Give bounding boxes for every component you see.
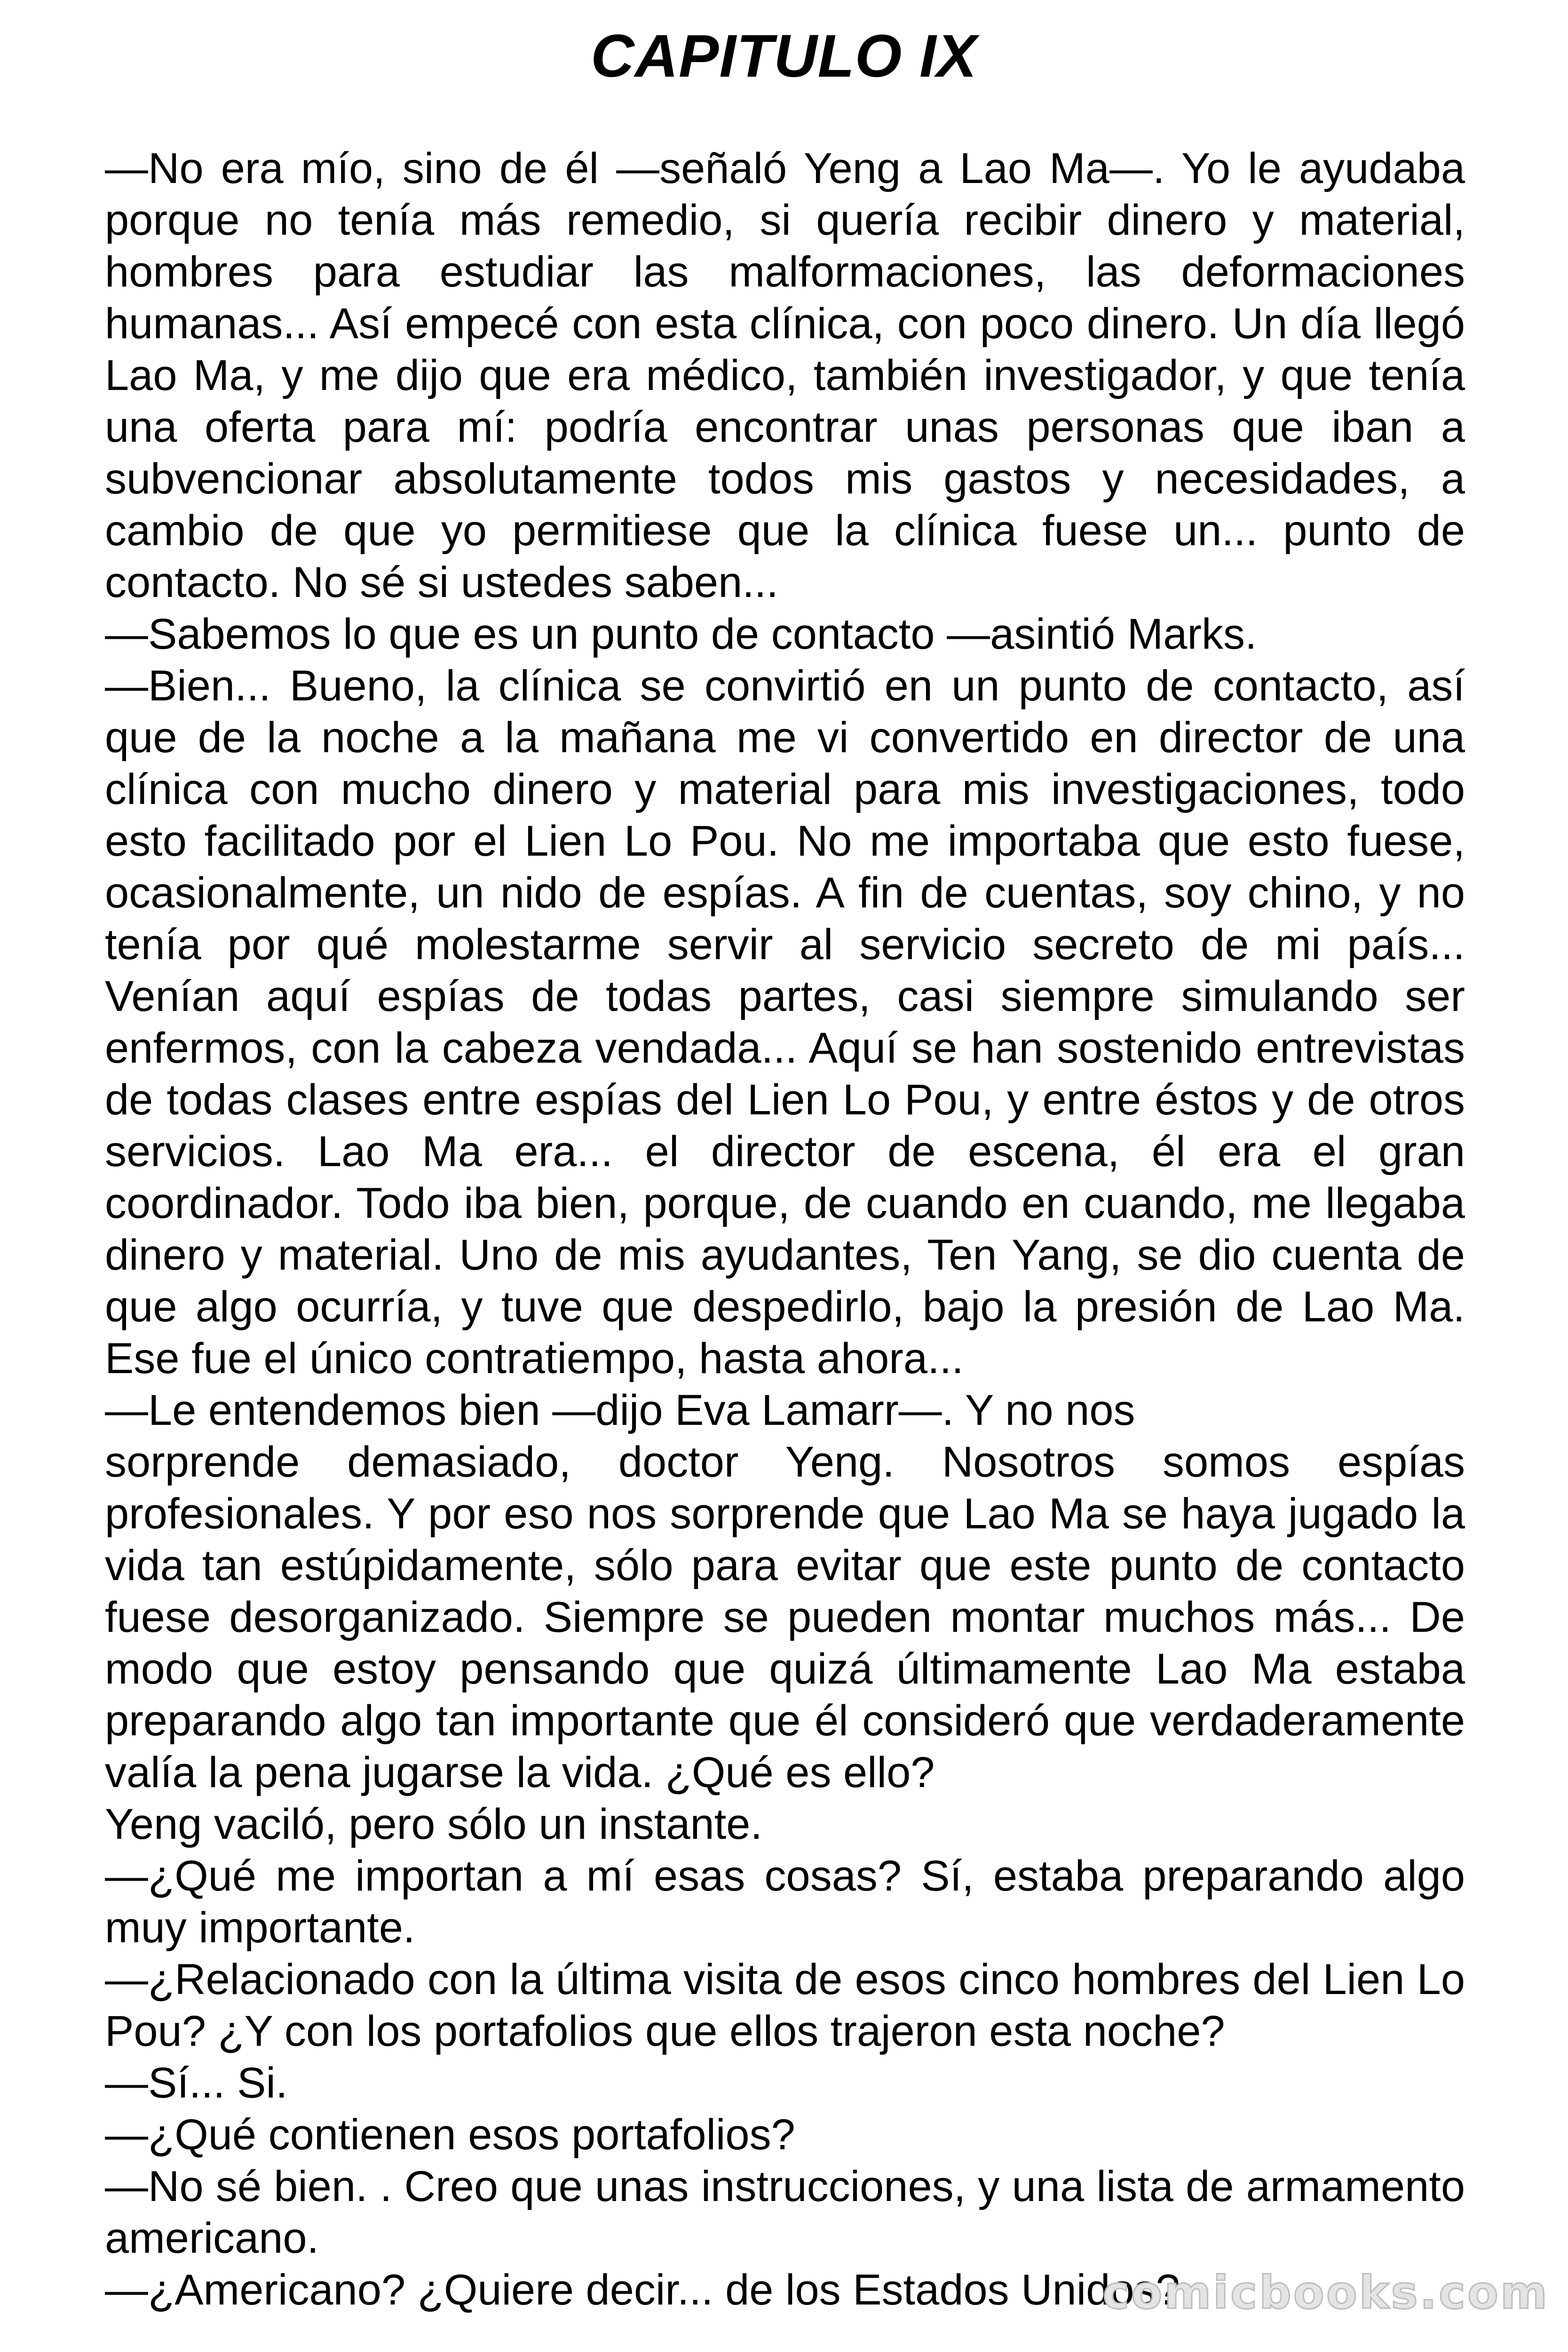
paragraph: Yeng vaciló, pero sólo un instante. — [105, 1800, 763, 1848]
paragraph: sorprende demasiado, doctor Yeng. Nosotros somos espías profesionales. Y por eso nos sorprende que Lao Ma se haya jugado la vida tan estúpidamente, sólo para evitar que este punto de contacto fuese desorganizado. Siempre se pueden montar muchos más... De modo que estoy pensando que quizá últimamente Lao Ma estaba preparando algo tan importante que él consideró que verdaderamente valía la pena jugarse la vida. ¿Qué es ello? — [105, 1438, 1465, 1796]
paragraph: —Sabemos lo que es un punto de contacto —asintió Marks. — [105, 610, 1257, 658]
chapter-title: CAPITULO IX — [591, 23, 977, 90]
paragraph: —Le entendemos bien —dijo Eva Lamarr—. Y no nos — [105, 1386, 1135, 1434]
paragraph: —¿Americano? ¿Quiere decir... de los Estados Unidos? — [105, 2266, 1180, 2314]
paragraph: —Bien... Bueno, la clínica se convirtió en un punto de contacto, así que de la noche a la mañana me vi convertido en director de una clínica con mucho dinero y material para mis investigaciones, todo esto facilitado por el Lien Lo Pou. No me importaba que esto fuese, ocasionalmente, un nido de espías. A fin de cuentas, soy chino, y no tenía por qué molestarme servir al servicio secreto de mi país... Venían aquí espías de todas partes, casi siempre simulando ser enfermos, con la cabeza vendada... Aquí se han sostenido entrevistas de todas clases entre espías del Lien Lo Pou, y entre éstos y de otros servicios. Lao Ma era... el director de escena, él era el gran coordinador. Todo iba bien, porque, de cuando en cuando, me llegaba dinero y material. Uno de mis ayudantes, Ten Yang, se dio cuenta de que algo ocurría, y tuve que despedirlo, bajo la presión de Lao Ma. Ese fue el único contratiempo, hasta ahora... — [105, 662, 1465, 1383]
watermark: comicbooks.com — [1102, 2266, 1549, 2319]
paragraph: —No era mío, sino de él —señaló Yeng a Lao Ma—. Yo le ayudaba porque no tenía más remedio, si quería recibir dinero y material, hombres para estudiar las malformaciones, las deformaciones humanas... Así empecé con esta clínica, con poco dinero. Un día llegó Lao Ma, y me dijo que era médico, también investigador, y que tenía una oferta para mí: podría encontrar unas personas que iban a subvencionar absolutamente todos mis gastos y necesidades, a cambio de que yo permitiese que la clínica fuese un... punto de contacto. No sé si ustedes saben... — [105, 144, 1465, 606]
paragraph: —No sé bien. . Creo que unas instrucciones, y una lista de armamento americano. — [105, 2162, 1465, 2262]
paragraph: —¿Qué me importan a mí esas cosas? Sí, estaba preparando algo muy importante. — [105, 1852, 1465, 1952]
chapter-text — [105, 143, 1465, 2316]
paragraph: —¿Relacionado con la última visita de esos cinco hombres del Lien Lo Pou? ¿Y con los portafolios que ellos trajeron esta noche? — [105, 1955, 1465, 2055]
paragraph: —¿Qué contienen esos portafolios? — [105, 2111, 795, 2159]
paragraph: —Sí... Si. — [105, 2059, 288, 2107]
